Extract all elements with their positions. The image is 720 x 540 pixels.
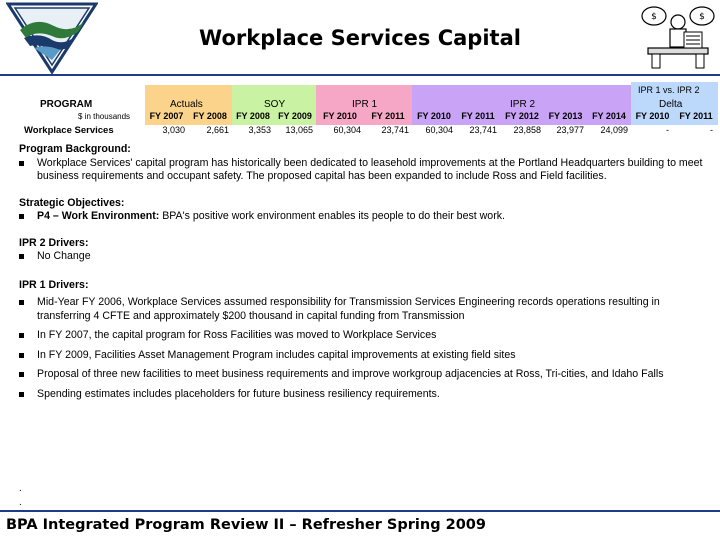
delta-header-line1: IPR 1 vs. IPR 2 (638, 85, 700, 95)
bullet-text: BPA's positive work environment enables its people to do their best work. (159, 210, 505, 222)
stray-dot: . (19, 497, 22, 508)
bullet-lead: P4 – Work Environment: (37, 210, 160, 222)
year-cell: FY 2008 (236, 111, 270, 121)
year-cell: FY 2010 (323, 111, 357, 121)
value-cell: 13,065 (285, 125, 313, 135)
bullet-square-icon (19, 300, 24, 305)
year-cell: FY 2011 (461, 111, 495, 121)
year-cell: FY 2012 (505, 111, 539, 121)
list-item (19, 250, 709, 264)
bullet-text: Proposal of three new facilities to meet business requirements and improve workgroup adjacencies at Ross, Tri-cities, and Idaho Falls (37, 368, 664, 380)
bullet-square-icon (19, 353, 24, 358)
list-item (19, 368, 709, 382)
units-label: $ in thousands (78, 112, 131, 121)
bullet-text: Spending estimates includes placeholders for future business resiliency requirements. (37, 387, 440, 400)
soy-header: SOY (264, 99, 286, 110)
footer-divider (0, 510, 720, 512)
budget-table (8, 82, 718, 138)
year-cell: FY 2010 (417, 111, 451, 121)
list-item (19, 329, 709, 343)
bullet-text: In FY 2009, Facilities Asset Management Program includes capital improvements at existing field sites (37, 348, 516, 361)
program-header: PROGRAM (40, 99, 93, 110)
value-cell: - (666, 125, 669, 135)
year-cell: FY 2010 (635, 111, 670, 121)
footer-text: BPA Integrated Program Review II – Refresher Spring 2009 (6, 517, 486, 533)
ipr2-header: IPR 2 (510, 99, 536, 110)
bullet-square-icon (19, 161, 24, 166)
year-cell: FY 2009 (278, 111, 312, 121)
year-cell: FY 2011 (679, 111, 713, 121)
value-cell: 24,099 (600, 125, 628, 135)
slide-header (0, 0, 720, 76)
bullet-square-icon (19, 333, 24, 338)
value-cell: 3,353 (248, 125, 271, 135)
list-item (19, 157, 709, 184)
year-cell: FY 2011 (371, 111, 405, 121)
bullet-square-icon (19, 254, 24, 259)
value-cell: 2,661 (206, 125, 229, 135)
value-cell: 60,304 (425, 125, 453, 135)
delta-header-line2: Delta (659, 99, 683, 110)
list-item (19, 296, 709, 323)
ipr1-header: IPR 1 (352, 99, 378, 110)
year-cell: FY 2013 (548, 111, 583, 121)
list-item (19, 349, 709, 363)
slide-body (19, 143, 709, 401)
value-cell: - (710, 125, 713, 135)
year-cell: FY 2008 (193, 111, 227, 121)
year-cell: FY 2007 (149, 111, 184, 121)
value-cell: 3,030 (162, 125, 185, 135)
value-cell: 23,977 (556, 125, 584, 135)
bullet-text: Workplace Services' capital program has historically been dedicated to leasehold improvements at the Portland Headquarters building to meet business requirements and occupant safety. The proposed capital has been expanded to include Ross and Field facilities. (37, 156, 703, 182)
bullet-text: Mid-Year FY 2006, Workplace Services assumed responsibility for Transmission Services Engineering records operations resulting in transferring 4 CFTE and approximately $200 thousand in capital funding from Transmission (37, 296, 660, 322)
bullet-square-icon (19, 214, 24, 219)
svg-text:$: $ (699, 12, 705, 22)
ipr2-title: IPR 2 Drivers: (19, 236, 89, 249)
list-item (19, 210, 709, 224)
page-title: Workplace Services Capital (199, 26, 521, 50)
stray-dot: . (19, 483, 22, 494)
ipr1-title: IPR 1 Drivers: (19, 278, 89, 291)
row-label: Workplace Services (24, 125, 114, 136)
bullet-text: In FY 2007, the capital program for Ross Facilities was moved to Workplace Services (37, 329, 437, 341)
year-cell: FY 2014 (592, 111, 626, 121)
svg-text:$: $ (651, 12, 657, 22)
header-divider (0, 74, 720, 76)
worker-desk-clipart-icon (640, 4, 716, 70)
actuals-header: Actuals (170, 99, 203, 110)
value-cell: 60,304 (333, 125, 361, 135)
bullet-text: No Change (37, 250, 91, 262)
value-cell: 23,741 (381, 125, 409, 135)
strategic-title: Strategic Objectives: (19, 196, 125, 209)
value-cell: 23,858 (513, 125, 541, 135)
list-item (19, 388, 709, 402)
value-cell: 23,741 (469, 125, 497, 135)
bullet-square-icon (19, 372, 24, 377)
bullet-square-icon (19, 392, 24, 397)
background-title: Program Background: (19, 143, 131, 155)
